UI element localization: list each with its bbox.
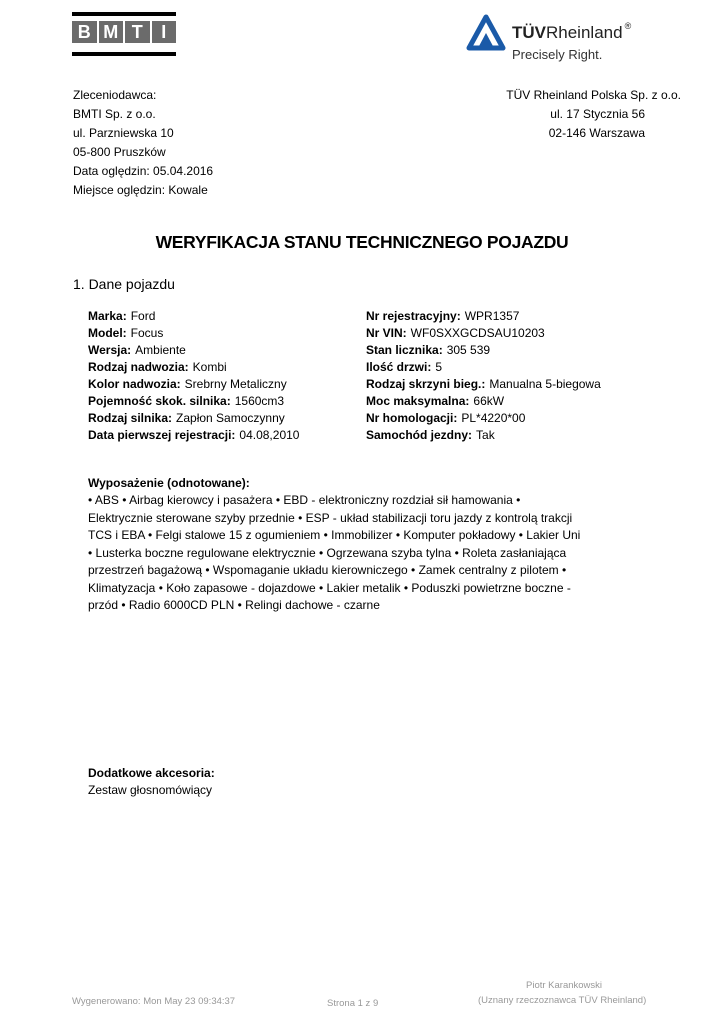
spec-value: 66kW: [473, 394, 505, 408]
inspection-date: Data oględzin: 05.04.2016: [73, 164, 214, 178]
generated-timestamp: Wygenerowano: Mon May 23 09:34:37: [72, 996, 236, 1007]
spec-label: Wersja:: [88, 343, 132, 357]
spec-label: Marka:: [88, 309, 127, 323]
equipment-line: przestrzeń bagażową • Wspomaganie układu kierowniczego • Zamek centralny z pilotem •: [88, 563, 567, 577]
bmti-logo-top-bar: [72, 12, 176, 16]
vendor-street: ul. 17 Stycznia 56: [550, 107, 645, 121]
signer-name: Piotr Karankowski: [526, 980, 603, 991]
spec-label: Ilość drzwi:: [366, 360, 432, 374]
spec-row: [88, 393, 284, 410]
spec-label: Rodzaj nadwozia:: [88, 360, 189, 374]
spec-row: [366, 427, 495, 444]
spec-value: 5: [435, 360, 443, 374]
spec-row: [366, 376, 601, 393]
equipment-line: TCS i EBA • Felgi stalowe 15 z ogumieniem • Immobilizer • Komputer pokładowy • Lakier Uni: [88, 528, 581, 542]
bmti-logo-letter: B: [72, 21, 97, 43]
equipment-list: [88, 492, 580, 615]
spec-value: Zapłon Samoczynny: [176, 411, 285, 425]
spec-value: Ambiente: [135, 343, 186, 357]
client-name: BMTI Sp. z o.o.: [73, 107, 156, 121]
spec-label: Pojemność skok. silnika:: [88, 394, 231, 408]
inspection-place: Miejsce oględzin: Kowale: [73, 183, 208, 197]
spec-label: Nr VIN:: [366, 326, 407, 340]
spec-label: Rodzaj skrzyni bieg.:: [366, 377, 486, 391]
spec-label: Kolor nadwozia:: [88, 377, 181, 391]
spec-label: Samochód jezdny:: [366, 428, 473, 442]
bmti-logo-bottom-bar: [72, 52, 176, 56]
tuv-tagline: Precisely Right.: [512, 47, 603, 62]
spec-row: [366, 393, 504, 410]
client-city: 05-800 Pruszków: [73, 145, 166, 159]
spec-label: Nr rejestracyjny:: [366, 309, 461, 323]
vendor-name: TÜV Rheinland Polska Sp. z o.o.: [506, 88, 681, 102]
spec-value: Ford: [130, 309, 156, 323]
bmti-logo-letter: M: [99, 21, 124, 43]
spec-row: [88, 410, 285, 427]
bmti-logo: [72, 12, 176, 56]
spec-value: PL*4220*00: [461, 411, 526, 425]
spec-row: [88, 342, 186, 359]
equipment-line: Elektrycznie sterowane szyby przednie • ESP - układ stabilizacji toru jazdy z kontrolą trakcji: [88, 510, 573, 525]
bmti-logo-letter: I: [152, 21, 177, 43]
spec-value: Kombi: [192, 360, 227, 374]
spec-label: Model:: [88, 326, 127, 340]
section-heading: 1. Dane pojazdu: [73, 276, 175, 292]
vendor-city: 02-146 Warszawa: [548, 126, 645, 140]
accessories-heading: Dodatkowe akcesoria:: [88, 766, 215, 780]
spec-row: [366, 308, 519, 325]
spec-row: [366, 342, 490, 359]
spec-value: WPR1357: [464, 309, 520, 323]
spec-row: [366, 359, 442, 376]
tuv-logo: [466, 14, 656, 66]
bmti-logo-letter: T: [125, 21, 150, 43]
equipment-line: • ABS • Airbag kierowcy i pasażera • EBD - elektroniczny rozdział sił hamowania •: [88, 493, 521, 507]
spec-value: 305 539: [446, 343, 491, 357]
spec-value: Tak: [476, 428, 495, 442]
spec-label: Data pierwszej rejestracji:: [88, 428, 236, 442]
document-title: WERYFIKACJA STANU TECHNICZNEGO POJAZDU: [155, 232, 569, 252]
client-street: ul. Parzniewska 10: [73, 126, 174, 140]
spec-row: [88, 427, 299, 444]
spec-value: 1560cm3: [234, 394, 285, 408]
spec-value: WF0SXXGCDSAU10203: [410, 326, 545, 340]
equipment-line: przód • Radio 6000CD PLN • Relingi dachowe - czarne: [88, 598, 380, 612]
equipment-line: Klimatyzacja • Koło zapasowe - dojazdowe • Lakier metalik • Poduszki powietrzne boczne -: [88, 580, 571, 595]
page-number: Strona 1 z 9: [327, 998, 379, 1009]
client-block: [73, 86, 213, 200]
spec-label: Moc maksymalna:: [366, 394, 470, 408]
spec-value: 04.08,2010: [239, 428, 300, 442]
spec-label: Stan licznika:: [366, 343, 443, 357]
spec-row: [88, 359, 227, 376]
accessories-text: Zestaw głosnomówiący: [88, 783, 213, 797]
tuv-brand-name: TÜVRheinland ®: [512, 21, 632, 42]
vendor-block: [506, 86, 681, 143]
spec-row: [88, 308, 155, 325]
spec-row: [366, 410, 525, 427]
tuv-triangle-icon: [466, 14, 506, 54]
spec-value: Srebrny Metaliczny: [184, 377, 287, 391]
spec-label: Rodzaj silnika:: [88, 411, 173, 425]
spec-value: Manualna 5-biegowa: [489, 377, 601, 391]
equipment-line: • Lusterka boczne regulowane elektrycznie • Ogrzewana szyba tylna • Roleta zasłaniająca: [88, 545, 567, 560]
client-label: Zleceniodawca:: [73, 88, 157, 102]
spec-row: [366, 325, 545, 342]
equipment-heading: Wyposażenie (odnotowane):: [88, 476, 250, 490]
signer-role: (Uznany rzeczoznawca TÜV Rheinland): [478, 995, 647, 1006]
spec-label: Nr homologacji:: [366, 411, 458, 425]
spec-value: Focus: [130, 326, 164, 340]
spec-row: [88, 376, 287, 393]
spec-row: [88, 325, 163, 342]
